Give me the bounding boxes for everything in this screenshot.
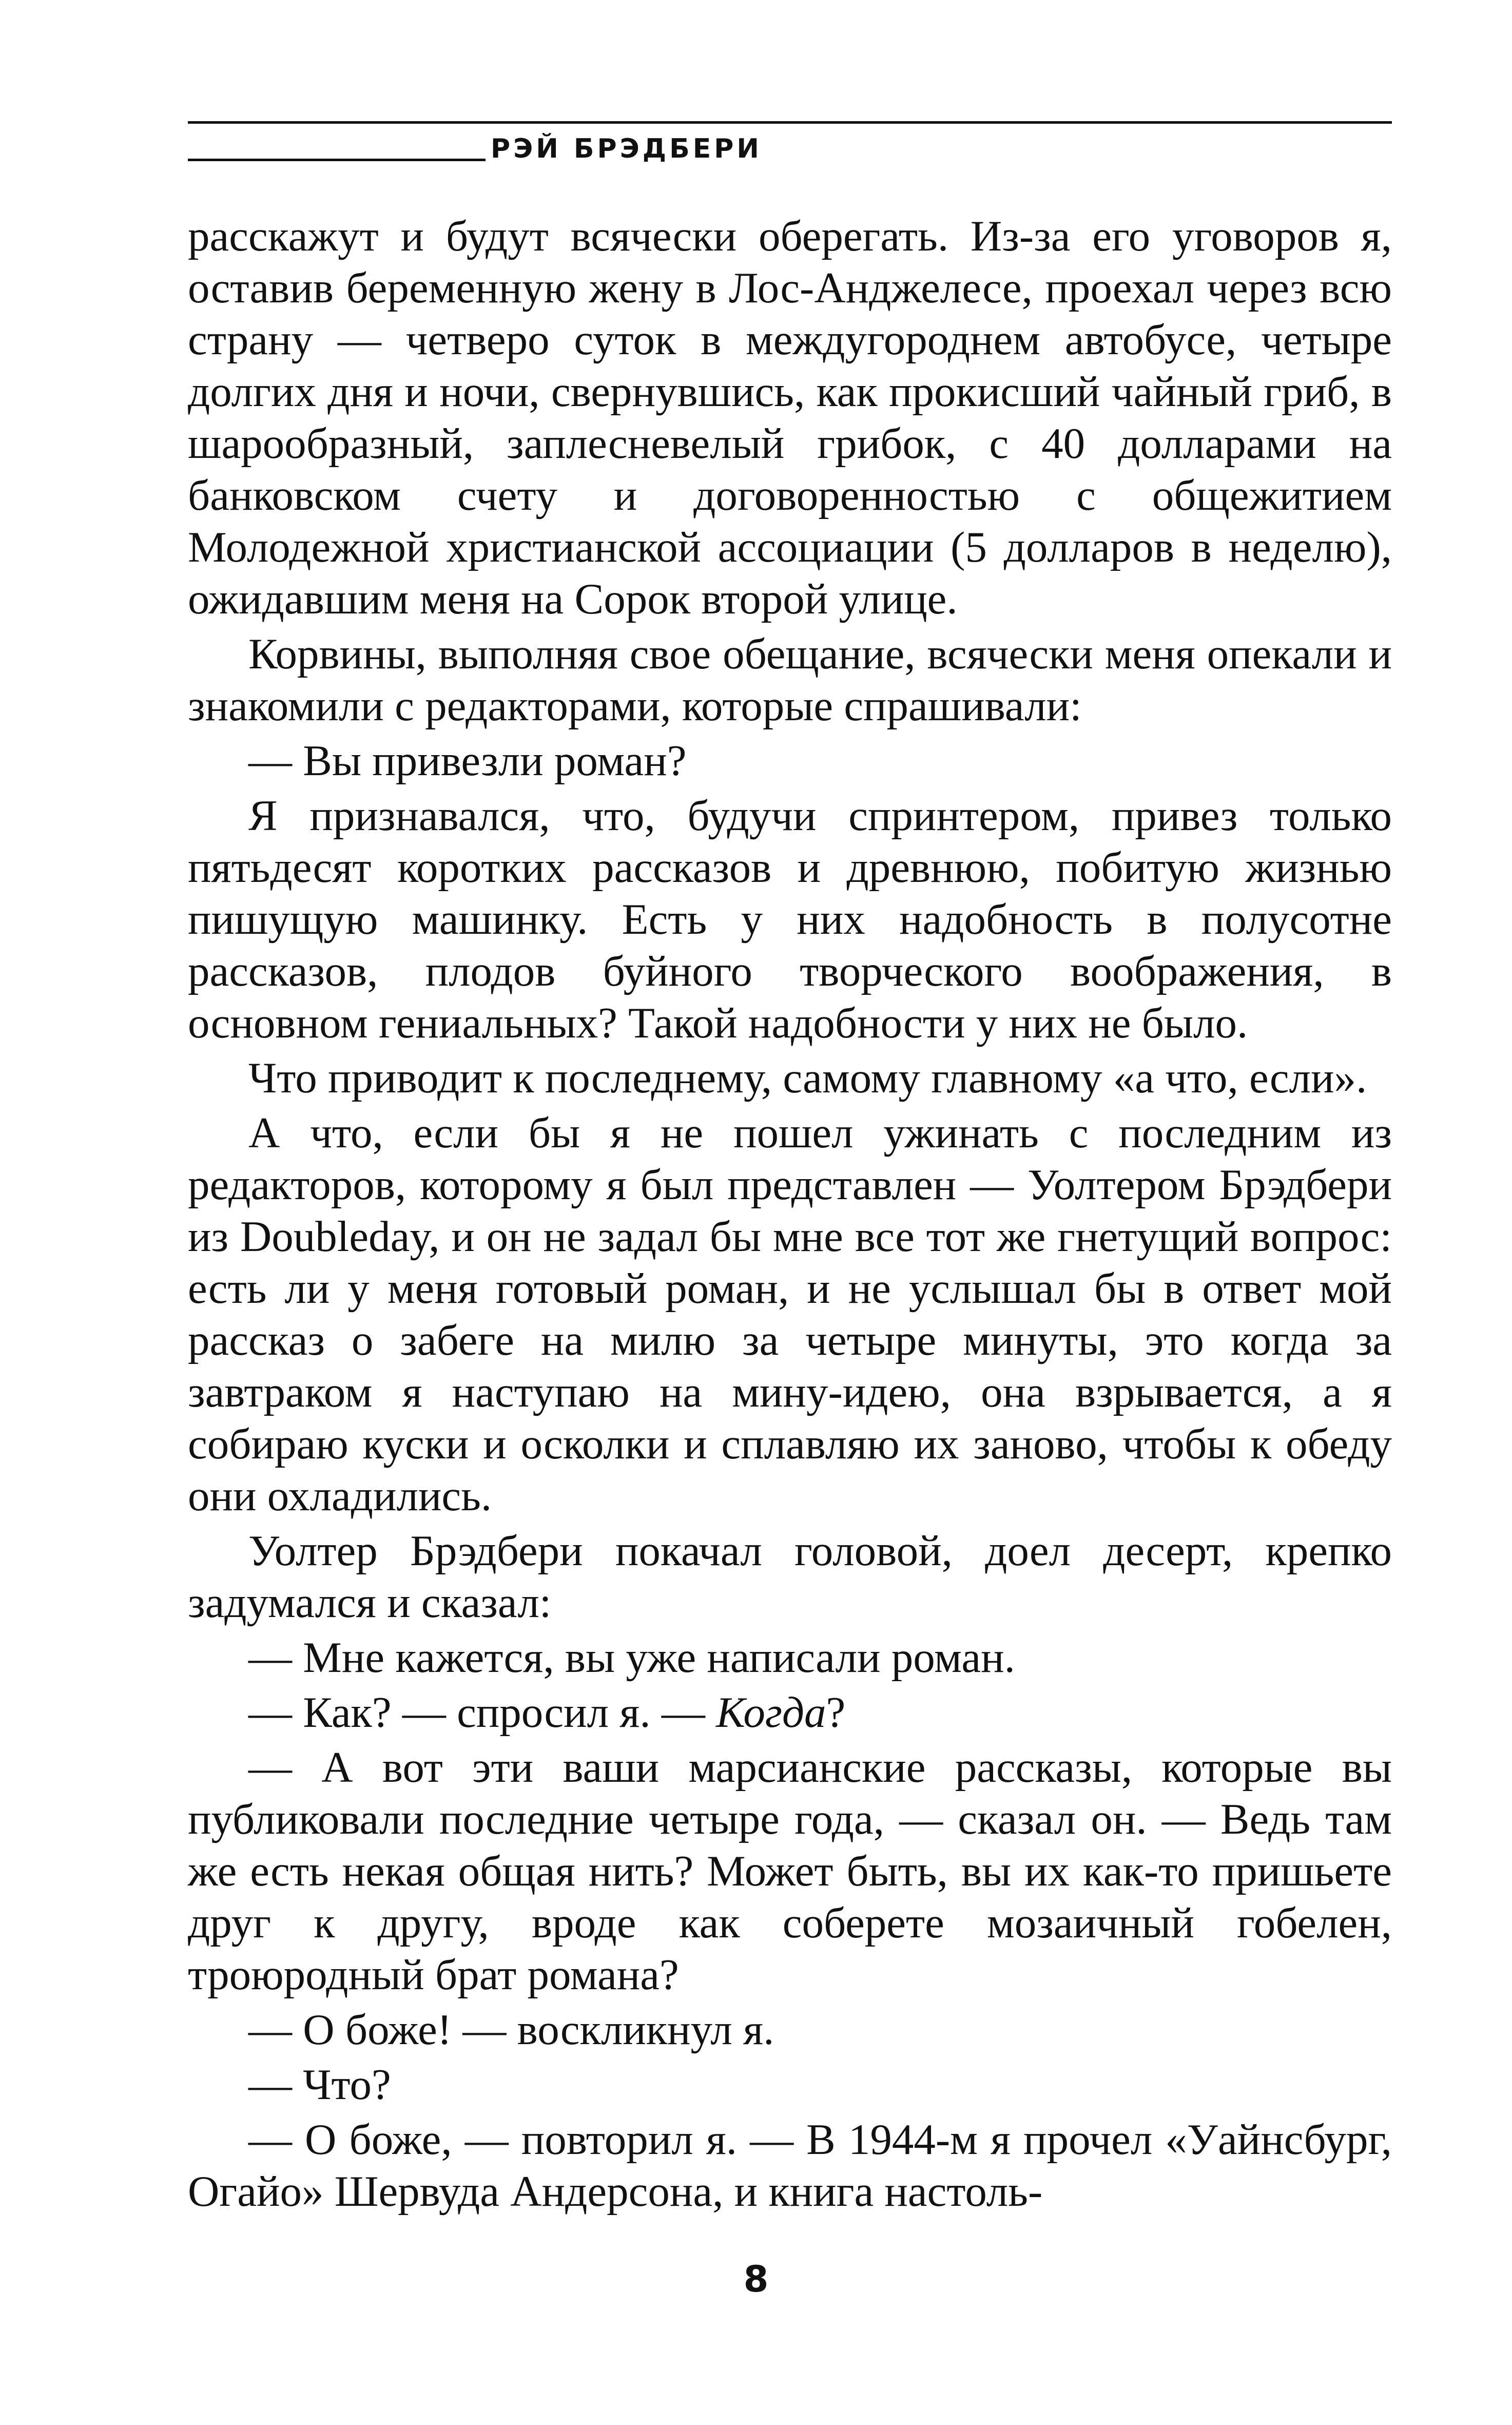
dialogue-text: — Как? — спросил я. — [248, 1688, 716, 1737]
paragraph: Уолтер Брэдбери покачал головой, доел десерт, крепко задумался и сказал: [188, 1527, 1392, 1627]
running-head [188, 131, 1392, 167]
paragraph [188, 1687, 1392, 1739]
running-head-title: РЭЙ БРЭДБЕРИ [491, 133, 762, 164]
paragraph: Корвины, выполняя свое обещание, всячески меня опекали и знакомили с редакторами, которые спрашивали: [188, 630, 1392, 730]
header-rule [188, 121, 1392, 124]
italic-emphasis: Когда [716, 1688, 826, 1737]
dialogue-punct: ? [826, 1688, 846, 1737]
paragraph: — Вы привезли роман? [248, 737, 687, 785]
paragraph: — О боже! — воскликнул я. [248, 2006, 774, 2054]
body-text [188, 210, 1392, 2221]
running-head-line [188, 159, 486, 161]
paragraph: Я признавался, что, будучи спринтером, привез только пятьдесят коротких рассказов и древнюю, побитую жизнью пишущую машинку. Есть у них надобность в полусотне рассказов, плодов буйного творческого воображения, в основном гениальных? Такой надобности у них не было. [188, 792, 1392, 1047]
paragraph: — Мне кажется, вы уже написали роман. [248, 1633, 1015, 1682]
page-number: 8 [743, 2258, 769, 2300]
paragraph: — Что? [248, 2061, 391, 2109]
paragraph: Что приводит к последнему, самому главному «а что, если». [248, 1054, 1367, 1102]
paragraph: — О боже, — повторил я. — В 1944-м я прочел «Уайнсбург, Огайо» Шервуда Андерсона, и книга настоль- [188, 2115, 1392, 2216]
paragraph: А что, если бы я не пошел ужинать с последним из редакторов, которому я был представлен — Уолтером Брэдбери из Doubleday, и он не задал бы мне все тот же гнетущий вопрос: есть ли у меня готовый роман, и не услышал бы в ответ мой рассказ о забеге на милю за четыре минуты, это когда за завтраком я наступаю на мину-идею, она взрывается, а я собираю куски и осколки и сплавляю их заново, чтобы к обеду они охладились. [188, 1109, 1392, 1520]
paragraph: расскажут и будут всячески оберегать. Из-за его уговоров я, оставив беременную жену в Лос-Анджелесе, проехал через всю страну — четверо суток в междугороднем автобусе, четыре долгих дня и ночи, свернувшись, как прокисший чайный гриб, в шарообразный, заплесневелый грибок, с 40 долларами на банковском счету и договоренностью с общежитием Молодежной христианской ассоциации (5 долларов в неделю), ожидавшим меня на Сорок второй улице. [188, 212, 1392, 623]
paragraph: — А вот эти ваши марсианские рассказы, которые вы публиковали последние четыре года, — сказал он. — Ведь там же есть некая общая нить? Может быть, вы их как-то пришьете друг к другу, вроде как соберете мозаичный гобелен, троюродный брат романа? [188, 1743, 1392, 1999]
